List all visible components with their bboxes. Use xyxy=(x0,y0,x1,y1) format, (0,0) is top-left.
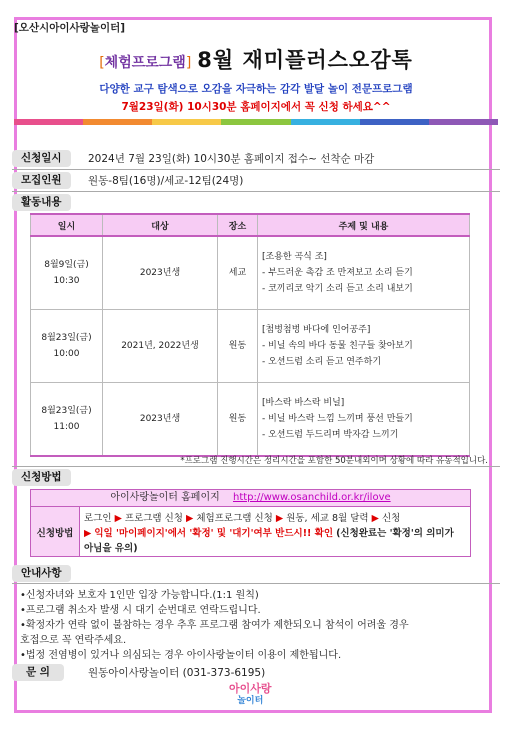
apply-notice: 7월23일(화) 10시30분 홈페이지에서 꼭 신청 하세요^^ xyxy=(121,101,391,113)
subtitle: 다양한 교구 탐색으로 오감을 자극하는 감각 발달 놀이 전문프로그램 xyxy=(99,83,413,95)
guide-item: •신청자녀와 보호자 1인만 입장 가능합니다.(1:1 원칙) xyxy=(20,590,259,601)
row-content: [조용한 곡식 조] - 부드러운 촉감 조 만져보고 소리 듣기 - 코끼리코 악기 소리 듣고 소리 내보기 xyxy=(258,236,470,310)
divider xyxy=(12,191,500,192)
divider xyxy=(12,466,500,467)
logo: 아이사랑 놀이터 xyxy=(229,682,272,706)
apply-steps-row xyxy=(30,507,471,557)
confirm-notice: 익일 '마이페이지'에서 '확정' 및 '대기'여부 반드시!! 확인 xyxy=(94,528,334,539)
table-row xyxy=(31,236,470,310)
inquiry-label: 문 의 xyxy=(12,664,64,681)
guide-item: •프로그램 취소자 발생 시 대기 순번대로 연락드립니다. xyxy=(20,605,261,616)
row-target: 2023년생 xyxy=(103,383,218,457)
apply-date-text: 2024년 7월 23일(화) 10시30분 홈페이지 접수~ 선착순 마감 xyxy=(88,153,375,165)
arrow-right-icon: ▶ xyxy=(186,513,194,524)
table-row xyxy=(31,383,470,457)
divider xyxy=(12,169,500,170)
activity-label: 활동내용 xyxy=(12,194,71,211)
guide-item: •확정자가 연락 없이 불참하는 경우 추후 프로그램 참여가 제한되오니 참석이 어려울 경우 xyxy=(20,620,409,631)
row-date: 8월23일(금) 11:00 xyxy=(31,383,103,457)
arrow-right-icon: ▶ xyxy=(275,513,284,524)
homepage-label: 아이사랑놀이터 홈페이지 xyxy=(110,492,220,503)
table-note: *프로그램 진행시간은 정리시간을 포함한 50분내외이며 상황에 따라 유동적입니다. xyxy=(180,456,488,466)
org-name: [오산시아이사랑놀이터] xyxy=(14,22,126,34)
row-date: 8월9일(금) 10:30 xyxy=(31,236,103,310)
guide-item: •법정 전염병이 있거나 의심되는 경우 아이사랑놀이터 이용이 제한됩니다. xyxy=(20,650,342,661)
row-place: 원동 xyxy=(218,383,258,457)
recruit-text: 원동-8팀(16명)/세교-12팀(24명) xyxy=(88,175,244,187)
row-place: 세교 xyxy=(218,236,258,310)
table-header-row xyxy=(31,214,470,236)
row-target: 2021년, 2022년생 xyxy=(103,310,218,383)
inquiry-text: 원동아이사랑놀이터 (031-373-6195) xyxy=(88,667,266,679)
arrow-right-icon: ▶ xyxy=(114,513,122,524)
page-title xyxy=(0,44,512,74)
row-place: 원동 xyxy=(218,310,258,383)
activity-table xyxy=(30,213,470,457)
homepage-row xyxy=(30,489,471,507)
guide-item: 호접으로 꼭 연락주세요. xyxy=(20,635,127,646)
guide-label: 안내사항 xyxy=(12,565,71,582)
row-content: [바스락 바스락 비닐] - 비닐 바스락 느낌 느끼며 풍선 만들기 - 오션드럼 두드리며 박자감 느끼기 xyxy=(258,383,470,457)
recruit-label: 모집인원 xyxy=(12,172,71,189)
header-target: 대상 xyxy=(103,214,218,236)
header-content: 주제 및 내용 xyxy=(258,214,470,236)
program-type: [체험프로그램] xyxy=(99,55,192,71)
rainbow-bar xyxy=(14,119,498,125)
title-text: 8월 재미플러스오감톡 xyxy=(197,48,413,72)
apply-steps-text: 로그인 ▶ 프로그램 신청 ▶ 체험프로그램 신청 ▶ 원동, 세교 8월 달력 ▶ 신청 ▶ 익일 '마이페이지'에서 '확정' 및 '대기'여부 반드시!! 확인 (신청완료는 '확정'의 의미가 아님을 유의) xyxy=(84,513,454,554)
method-label: 신청방법 xyxy=(12,469,71,486)
row-target: 2023년생 xyxy=(103,236,218,310)
header-place: 장소 xyxy=(218,214,258,236)
apply-steps-label: 신청방법 xyxy=(31,507,80,556)
header-date: 일시 xyxy=(31,214,103,236)
row-content: [첨벙첨벙 바다에 인어공주] - 비닐 속의 바다 동물 친구들 찾아보기 - 오션드럼 소리 듣고 연주하기 xyxy=(258,310,470,383)
arrow-right-icon: ▶ xyxy=(84,528,92,539)
row-date: 8월23일(금) 10:00 xyxy=(31,310,103,383)
table-row xyxy=(31,310,470,383)
arrow-right-icon: ▶ xyxy=(371,513,379,524)
apply-date-label: 신청일시 xyxy=(12,150,71,167)
confirm-note: (신청완료는 '확정'의 의미가 아님을 유의) xyxy=(84,528,454,554)
divider xyxy=(12,583,500,584)
homepage-link[interactable]: http://www.osanchild.or.kr/ilove xyxy=(232,492,391,503)
